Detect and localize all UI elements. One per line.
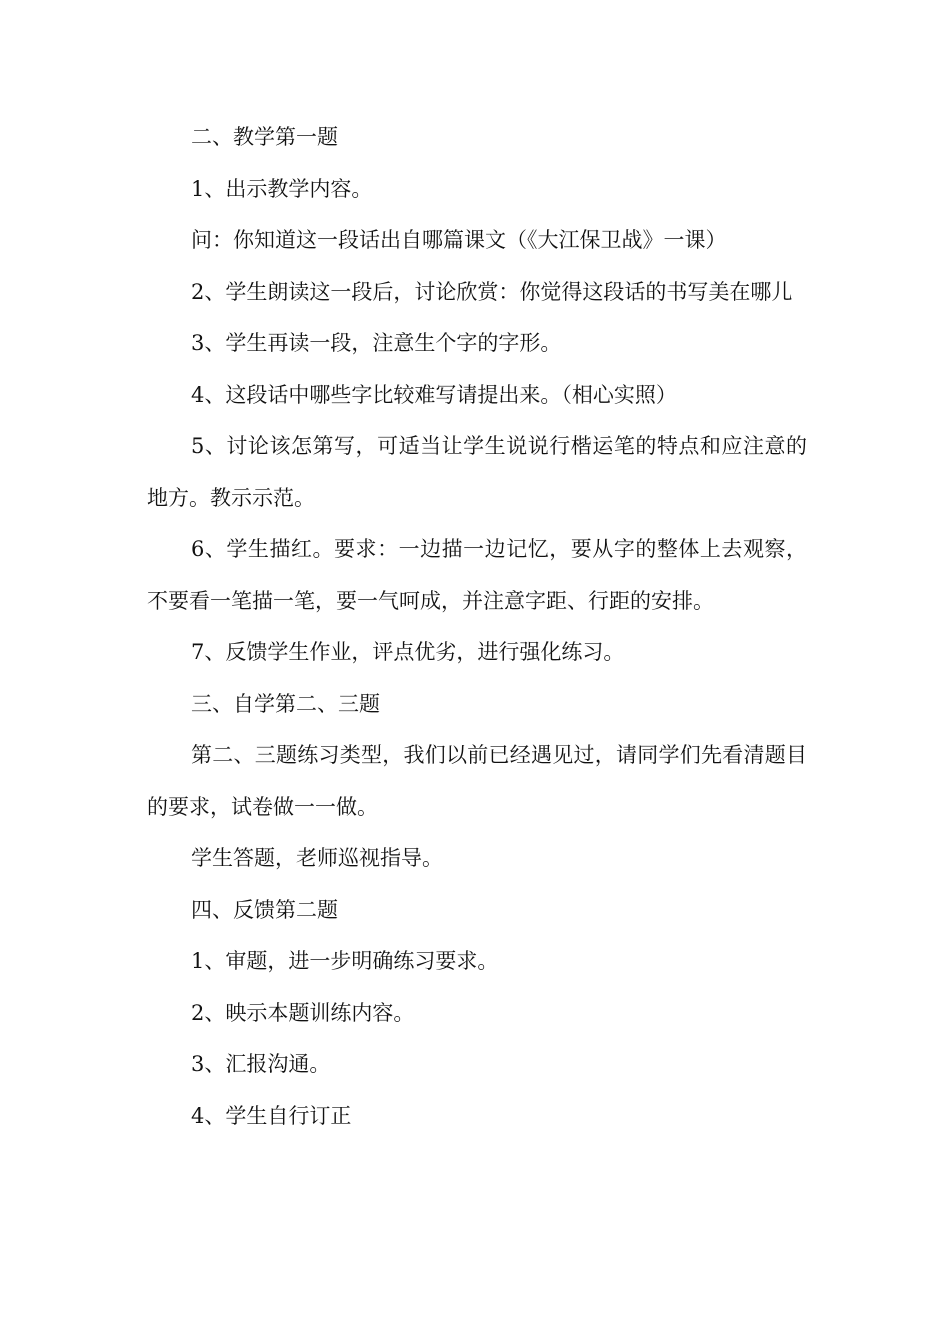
paragraph-item-2: 2、学生朗读这一段后，讨论欣赏：你觉得这段话的书写美在哪儿 — [191, 279, 793, 304]
paragraph-item-1: 1、出示教学内容。 — [191, 176, 373, 201]
section-heading-three: 三、自学第二、三题 — [191, 691, 380, 716]
paragraph-item-6: 6、学生描红。要求：一边描一边记忆，要从字的整体上去观察，不要看一笔描一笔，要一气呵成，并注意字距、行距的安排。 — [147, 537, 807, 613]
paragraph-student-answer: 学生答题，老师巡视指导。 — [191, 846, 443, 870]
paragraph-feedback-4: 4、学生自行订正 — [191, 1103, 352, 1128]
paragraph-practice-intro: 第二、三题练习类型，我们以前已经遇见过，请同学们先看清题目的要求，试卷做一一做。 — [147, 743, 807, 819]
paragraph-item-3: 3、学生再读一段，注意生个字的字形。 — [191, 331, 562, 355]
section-heading-two: 二、教学第一题 — [191, 125, 338, 149]
paragraph-feedback-3: 3、汇报沟通。 — [191, 1052, 331, 1076]
section-heading-four: 四、反馈第二题 — [191, 897, 338, 922]
paragraph-item-7: 7、反馈学生作业，评点优劣，进行强化练习。 — [191, 640, 625, 664]
document-body — [147, 112, 807, 1142]
paragraph-item-5: 5、讨论该怎第写，可适当让学生说说行楷运笔的特点和应注意的地方。教示示范。 — [147, 434, 807, 510]
paragraph-question: 问：你知道这一段话出自哪篇课文（《大江保卫战》一课） — [191, 228, 727, 252]
paragraph-item-4: 4、这段话中哪些字比较难写请提出来。（相心实照） — [191, 382, 677, 407]
paragraph-feedback-2: 2、映示本题训练内容。 — [191, 1000, 415, 1025]
paragraph-feedback-1: 1、审题，进一步明确练习要求。 — [191, 949, 499, 973]
